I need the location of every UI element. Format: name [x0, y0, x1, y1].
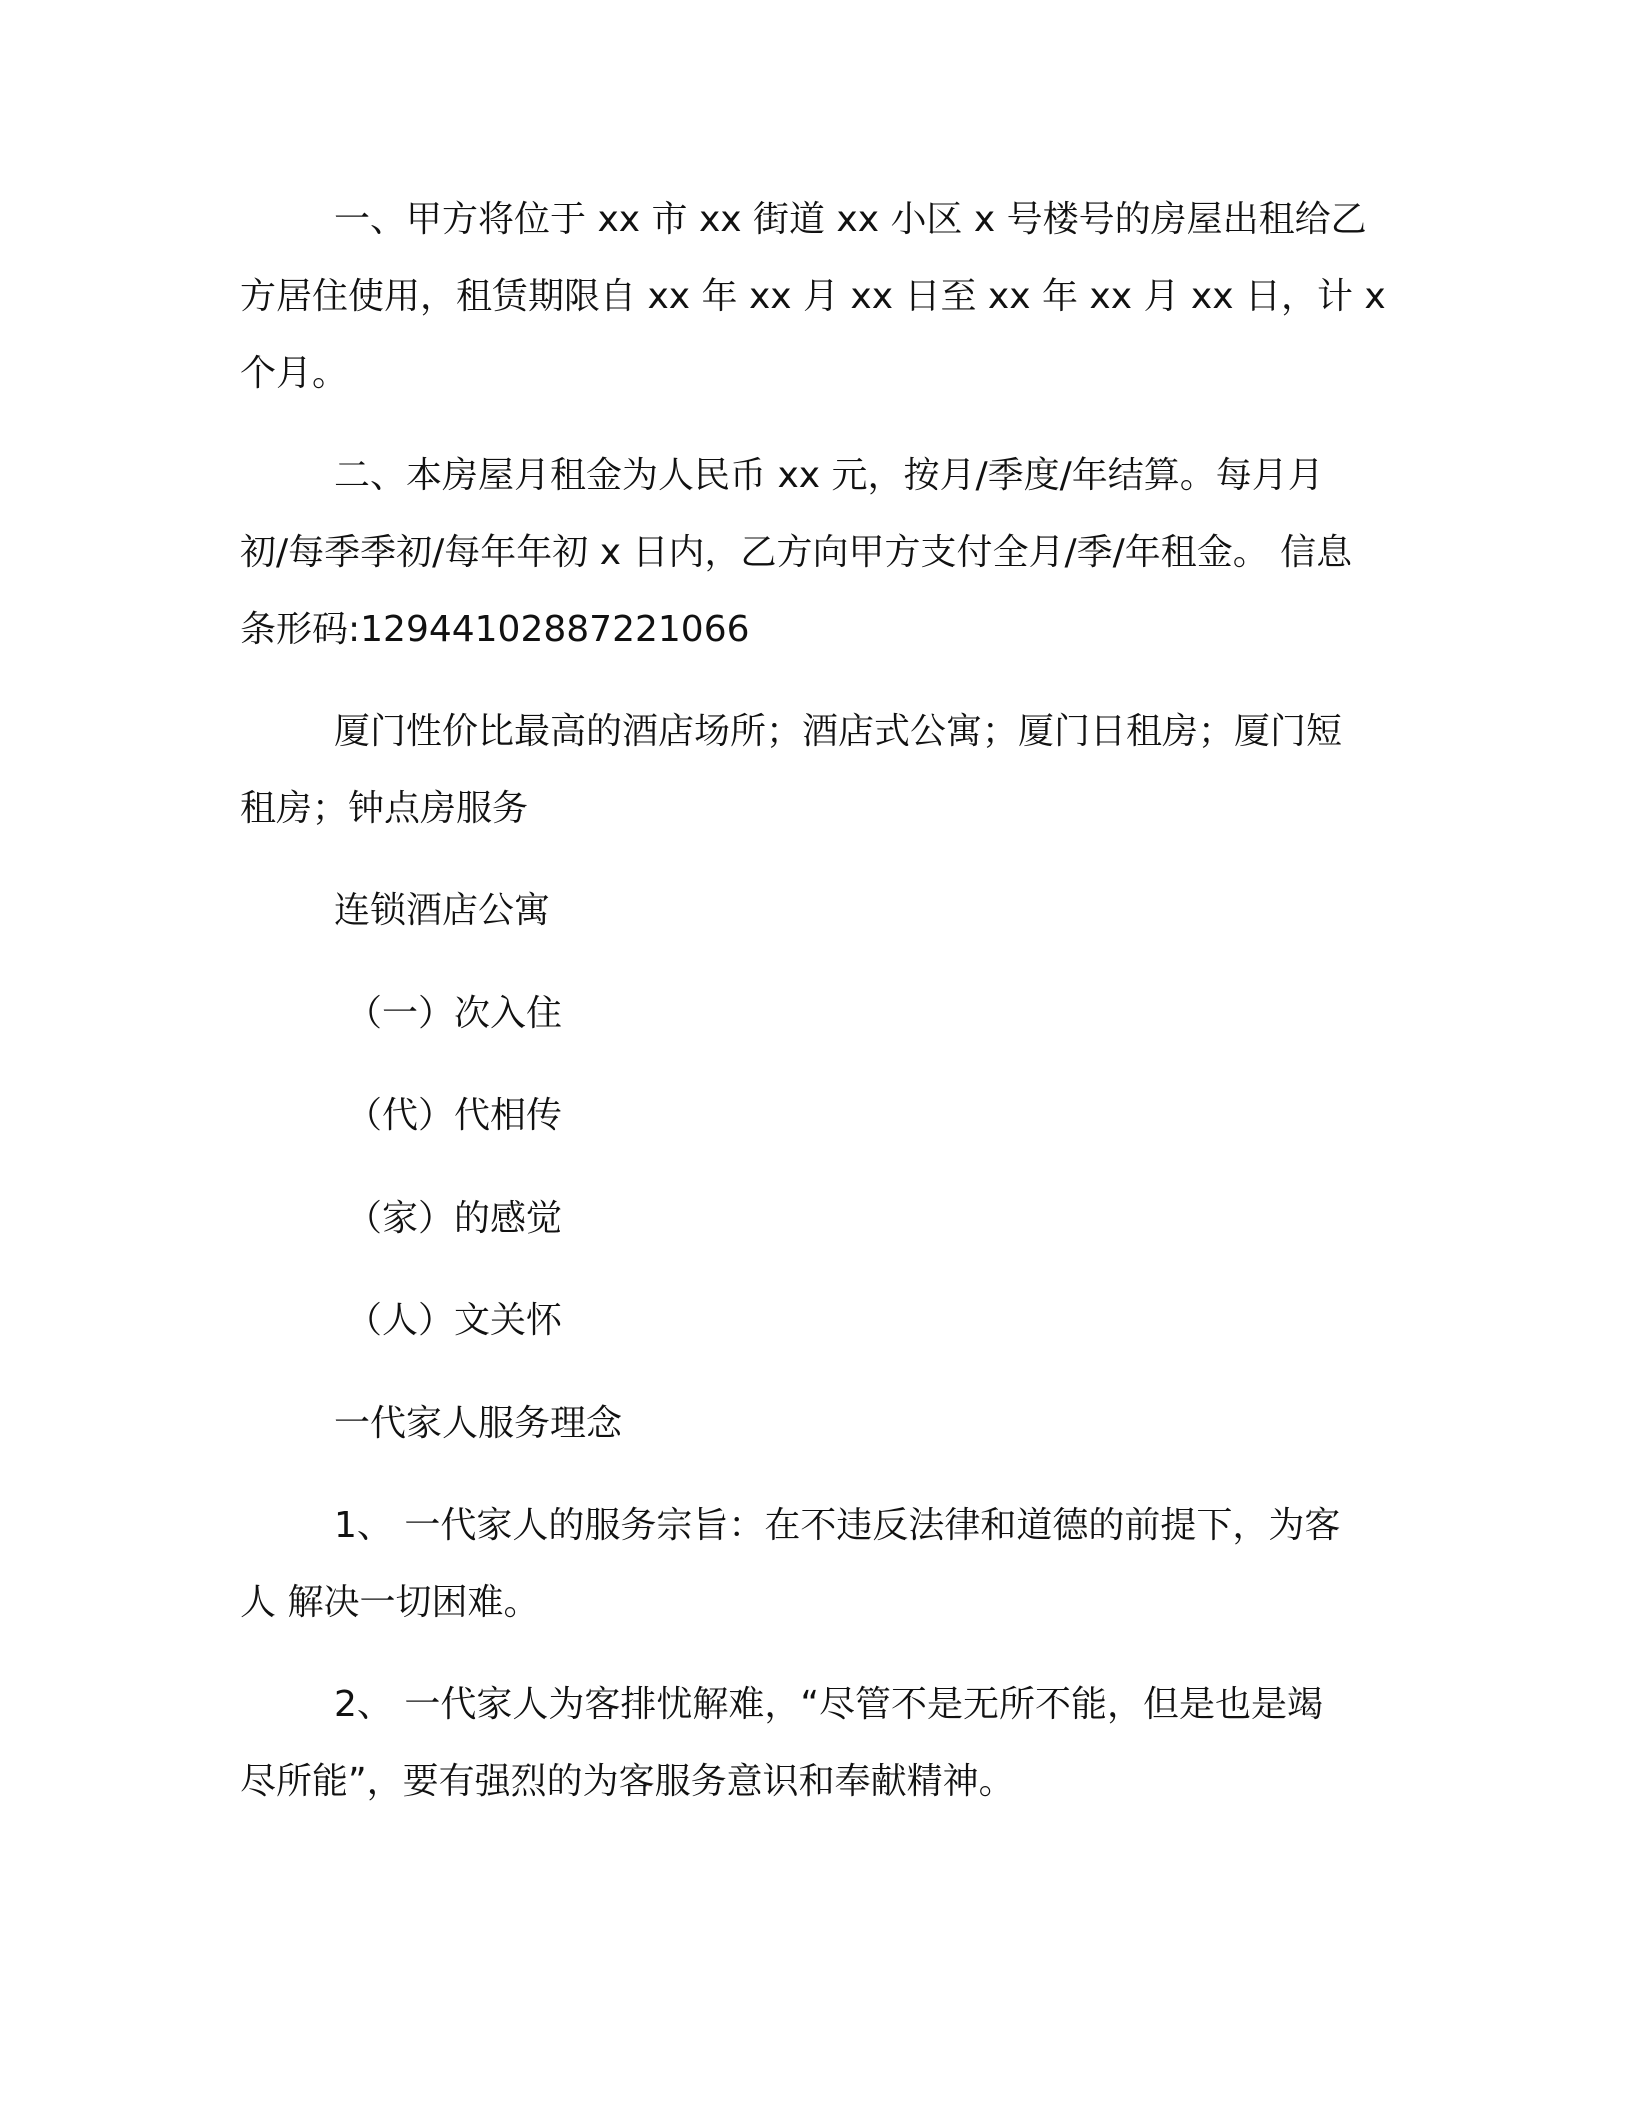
point-2-line-1: 2、 一代家人为客排忧解难，“尽管不是无所不能，但是也是竭 [334, 1684, 1323, 1725]
point-1-line-2: 人 解决一切困难。 [240, 1582, 540, 1623]
promo-line-2: 租房；钟点房服务 [240, 788, 529, 829]
clause-1-line-1: 一、甲方将位于 xx 市 xx 街道 xx 小区 x 号楼号的房屋出租给乙 [334, 199, 1367, 240]
list-item: （代）代相传 [346, 1095, 563, 1136]
point-1-line-1: 1、 一代家人的服务宗旨：在不违反法律和道德的前提下，为客 [334, 1505, 1341, 1546]
chain-title: 连锁酒店公寓 [334, 890, 551, 931]
clause-2-line-1: 二、本房屋月租金为人民币 xx 元，按月/季度/年结算。每月月 [334, 455, 1324, 496]
promo-line-1: 厦门性价比最高的酒店场所；酒店式公寓；厦门日租房；厦门短 [334, 711, 1343, 752]
list-item: （家）的感觉 [346, 1198, 563, 1239]
clause-1-line-3: 个月。 [240, 353, 349, 394]
concept-title: 一代家人服务理念 [334, 1403, 623, 1444]
point-2-line-2: 尽所能”，要有强烈的为客服务意识和奉献精神。 [240, 1761, 1015, 1802]
barcode-line: 条形码:12944102887221066 [240, 609, 750, 650]
clause-2-line-2: 初/每季季初/每年年初 x 日内，乙方向甲方支付全月/季/年租金。 信息 [240, 532, 1353, 573]
list-item: （一）次入住 [346, 993, 563, 1034]
clause-1-line-2: 方居住使用，租赁期限自 xx 年 xx 月 xx 日至 xx 年 xx 月 xx 日，计 x [240, 276, 1386, 317]
list-item: （人）文关怀 [346, 1300, 563, 1341]
